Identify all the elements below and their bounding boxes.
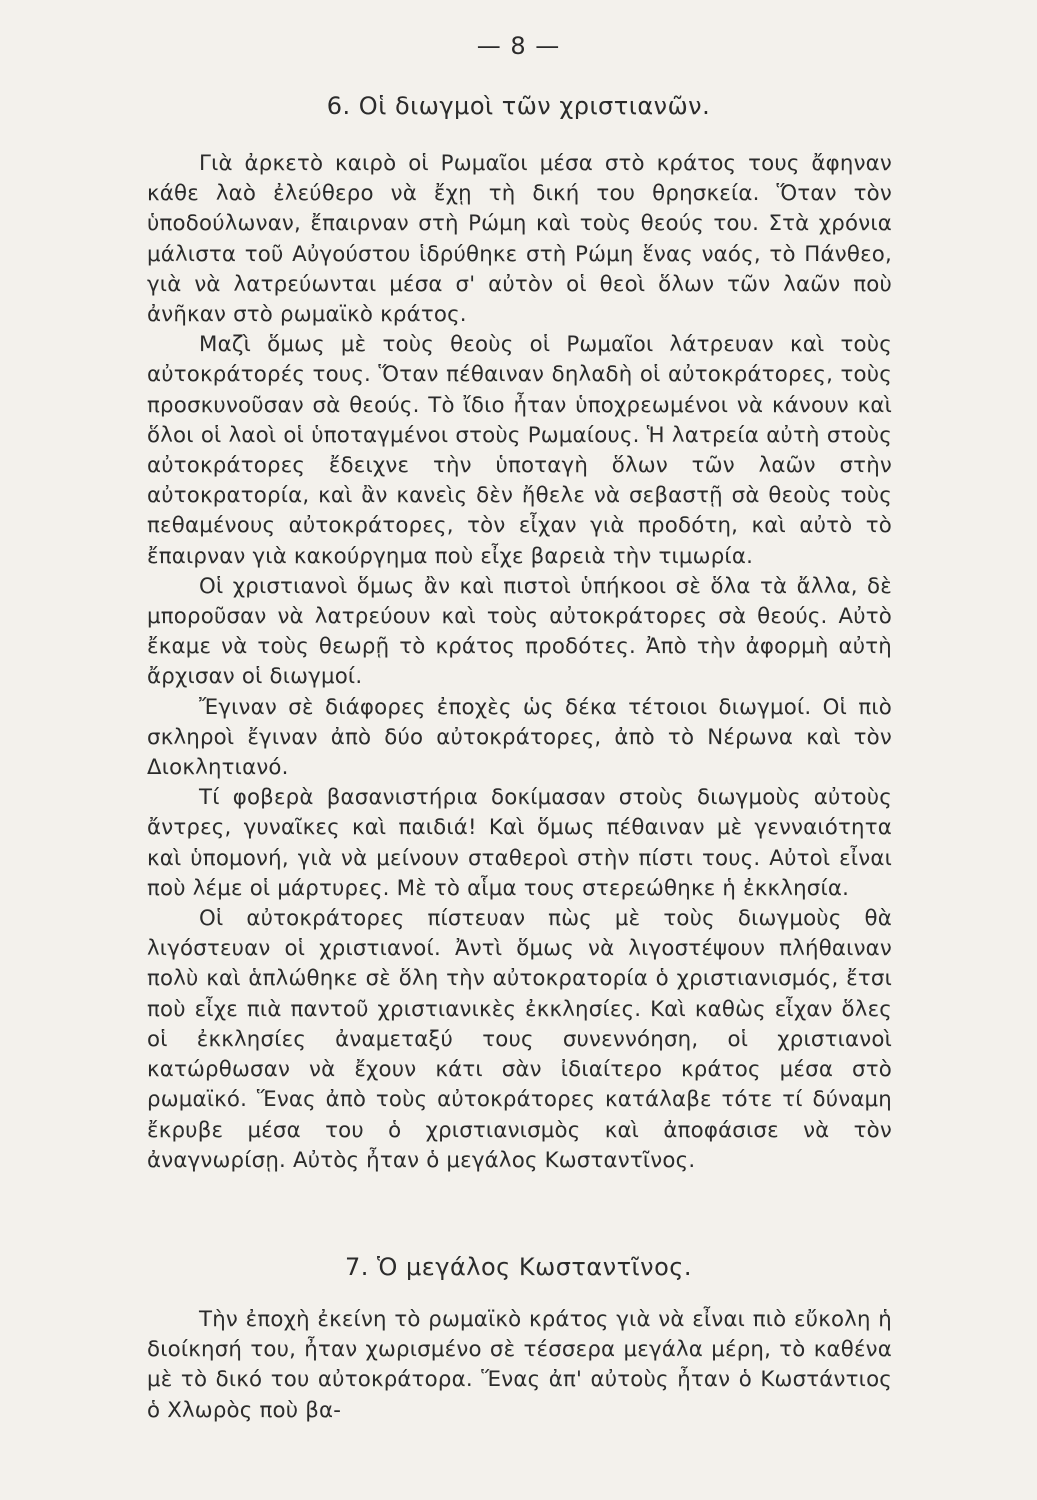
- paragraph: Μαζὶ ὅμως μὲ τοὺς θεοὺς οἱ Ρωμαῖοι λάτρευαν καὶ τοὺς αὐτοκράτορές τους. Ὅταν πέθαιναν δηλαδὴ οἱ αὐτοκράτορες, τοὺς προσκυνοῦσαν σὰ θεούς. Τὸ ἴδιο ἦταν ὑποχρεωμένοι νὰ κάνουν καὶ ὅλοι οἱ λαοὶ οἱ ὑποταγμένοι στοὺς Ρωμαίους. Ἡ λατρεία αὐτὴ στοὺς αὐτοκράτορες ἔδειχνε τὴν ὑποταγὴ ὅλων τῶν λαῶν στὴν αὐτοκρατορία, καὶ ἂν κανεὶς δὲν ἤθελε νὰ σεβαστῇ σὰ θεοὺς τοὺς πεθαμένους αὐτοκράτορες, τὸν εἶχαν γιὰ προδότη, καὶ αὐτὸ τὸ ἔπαιρναν γιὰ κακούργημα ποὺ εἶχε βαρειὰ τὴν τιμωρία.: [147, 332, 892, 569]
- paragraph: Ἔγιναν σὲ διάφορες ἐποχὲς ὡς δέκα τέτοιοι διωγμοί. Οἱ πιὸ σκληροὶ ἔγιναν ἀπὸ δύο αὐτοκράτορες, ἀπὸ τὸ Νέρωνα καὶ τὸν Διοκλητιανό.: [147, 694, 892, 781]
- section-body-6: [147, 149, 892, 1176]
- paragraph: Γιὰ ἀρκετὸ καιρὸ οἱ Ρωμαῖοι μέσα στὸ κράτος τους ἄφηναν κάθε λαὸ ἐλεύθερο νὰ ἔχῃ τὴ δική του θρησκεία. Ὅταν τὸν ὑποδούλωναν, ἔπαιρναν στὴ Ρώμη καὶ τοὺς θεούς του. Στὰ χρόνια μάλιστα τοῦ Αὐγούστου ἱδρύθηκε στὴ Ρώμη ἕνας ναός, τὸ Πάνθεο, γιὰ νὰ λατρεύωνται μέσα σ' αὐτὸν οἱ θεοὶ ὅλων τῶν λαῶν ποὺ ἀνῆκαν στὸ ρωμαϊκὸ κράτος.: [147, 151, 892, 328]
- page-number: — 8 —: [476, 32, 561, 60]
- paragraph: Τὴν ἐποχὴ ἐκείνη τὸ ρωμαϊκὸ κράτος γιὰ νὰ εἶναι πιὸ εὔκολη ἡ διοίκησή του, ἦταν χωρισμένο σὲ τέσσερα μεγάλα μέρη, τὸ καθένα μὲ τὸ δικό του αὐτοκράτορα. Ἕνας ἀπ' αὐτοὺς ἦταν ὁ Κωστάντιος ὁ Χλωρὸς ποὺ βα-: [147, 1307, 892, 1423]
- section-body-7: [147, 1305, 892, 1426]
- section-title-7: 7. Ὁ μεγάλος Κωσταντῖνος.: [345, 1253, 692, 1281]
- section-title-6: 6. Οἱ διωγμοὶ τῶν χριστιανῶν.: [326, 92, 711, 120]
- paragraph: Τί φοβερὰ βασανιστήρια δοκίμασαν στοὺς διωγμοὺς αὐτοὺς ἄντρες, γυναῖκες καὶ παιδιά! Καὶ ὅμως πέθαιναν μὲ γενναιότητα καὶ ὑπομονή, γιὰ νὰ μείνουν σταθεροὶ στὴν πίστι τους. Αὐτοὶ εἶναι ποὺ λέμε οἱ μάρτυρες. Μὲ τὸ αἷμα τους στερεώθηκε ἡ ἐκκλησία.: [147, 785, 892, 901]
- paragraph: Οἱ χριστιανοὶ ὅμως ἂν καὶ πιστοὶ ὑπήκοοι σὲ ὅλα τὰ ἄλλα, δὲ μποροῦσαν νὰ λατρεύουν καὶ τοὺς αὐτοκράτορες σὰ θεούς. Αὐτὸ ἔκαμε νὰ τοὺς θεωρῇ τὸ κράτος προδότες. Ἀπὸ τὴν ἀφορμὴ αὐτὴ ἄρχισαν οἱ διωγμοί.: [147, 573, 892, 690]
- paragraph: Οἱ αὐτοκράτορες πίστευαν πὼς μὲ τοὺς διωγμοὺς θὰ λιγόστευαν οἱ χριστιανοί. Ἀντὶ ὅμως νὰ λιγοστέψουν πλήθαιναν πολὺ καὶ ἁπλώθηκε σὲ ὅλη τὴν αὐτοκρατορία ὁ χριστιανισμός, ἔτσι ποὺ εἶχε πιὰ παντοῦ χριστιανικὲς ἐκκλησίες. Καὶ καθὼς εἶχαν ὅλες οἱ ἐκκλησίες ἀναμεταξύ τους συνεννόηση, οἱ χριστιανοὶ κατώρθωσαν νὰ ἔχουν κάτι σὰν ἰδιαίτερο κράτος μέσα στὸ ρωμαϊκό. Ἕνας ἀπὸ τοὺς αὐτοκράτορες κατάλαβε τότε τί δύναμη ἔκρυβε μέσα του ὁ χριστιανισμὸς καὶ ἀποφάσισε νὰ τὸν ἀναγνωρίσῃ. Αὐτὸς ἦταν ὁ μεγάλος Κωσταντῖνος.: [147, 906, 892, 1173]
